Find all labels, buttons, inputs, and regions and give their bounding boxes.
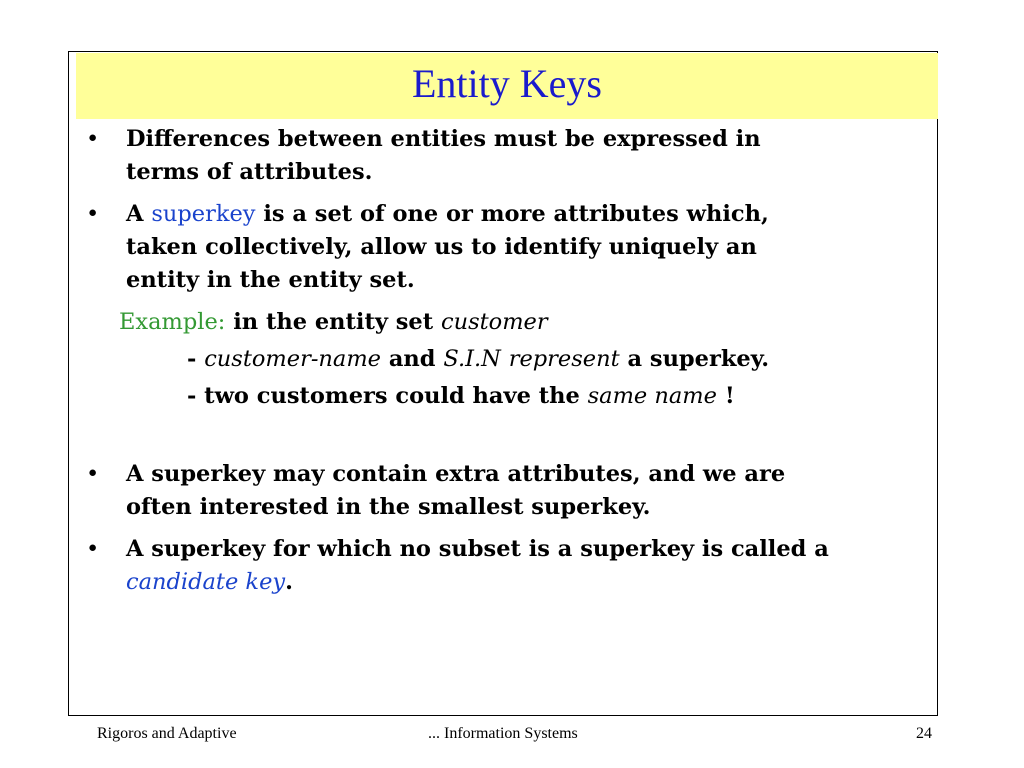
slide-body	[86, 123, 936, 608]
bullet-text: terms of attributes.	[126, 159, 373, 185]
bullet-item	[86, 533, 936, 599]
spacer	[86, 417, 936, 458]
footer-left: Rigoros and Adaptive	[97, 725, 237, 742]
bullet-lead: A	[126, 201, 144, 227]
and-word: and	[388, 346, 436, 372]
bullet-text: A superkey may contain extra attributes, and we are	[126, 461, 786, 487]
represent-word: represent	[508, 346, 620, 372]
customer-name-attr: customer-name	[204, 346, 381, 372]
sin-attr: S.I.N	[443, 346, 501, 372]
sub2-text: - two customers could have the	[187, 383, 580, 409]
bullet-text	[126, 566, 936, 599]
example-sub-2	[86, 380, 936, 413]
example-line	[86, 306, 936, 339]
slide-title: Entity Keys	[412, 61, 602, 106]
page-number: 24	[916, 725, 932, 742]
same-name-emph: same name	[587, 383, 717, 409]
sub2-end: !	[724, 383, 735, 409]
example-text: in the entity set	[233, 309, 434, 335]
bullet-item	[86, 458, 936, 524]
candidate-key-term: candidate key	[126, 569, 286, 595]
bullet-text: often interested in the smallest superkey.	[126, 494, 651, 520]
bullet-icon: •	[86, 201, 100, 227]
sub1-end: a superkey.	[627, 346, 770, 372]
bullet-icon: •	[86, 461, 100, 487]
footer-center: ... Information Systems	[428, 725, 578, 742]
bullet-text: Differences between entities must be expressed in	[126, 126, 761, 152]
bullet-text-rest: is a set of one or more attributes which,	[263, 201, 769, 227]
bullet-text	[126, 198, 936, 231]
bullet-text: A superkey for which no subset is a superkey is called a	[126, 536, 829, 562]
bullet-text: entity in the entity set.	[126, 267, 415, 293]
bullet-text: taken collectively, allow us to identify uniquely an	[126, 234, 757, 260]
example-sub-1	[86, 343, 936, 376]
bullet-item	[86, 123, 936, 189]
superkey-term: superkey	[151, 201, 256, 227]
bullet-icon: •	[86, 536, 100, 562]
bullet-item	[86, 198, 936, 297]
bullet4-end: .	[285, 569, 293, 595]
example-set-name: customer	[440, 309, 548, 335]
bullet-icon: •	[86, 126, 100, 152]
dash: -	[187, 346, 197, 372]
example-label: Example:	[119, 309, 226, 335]
